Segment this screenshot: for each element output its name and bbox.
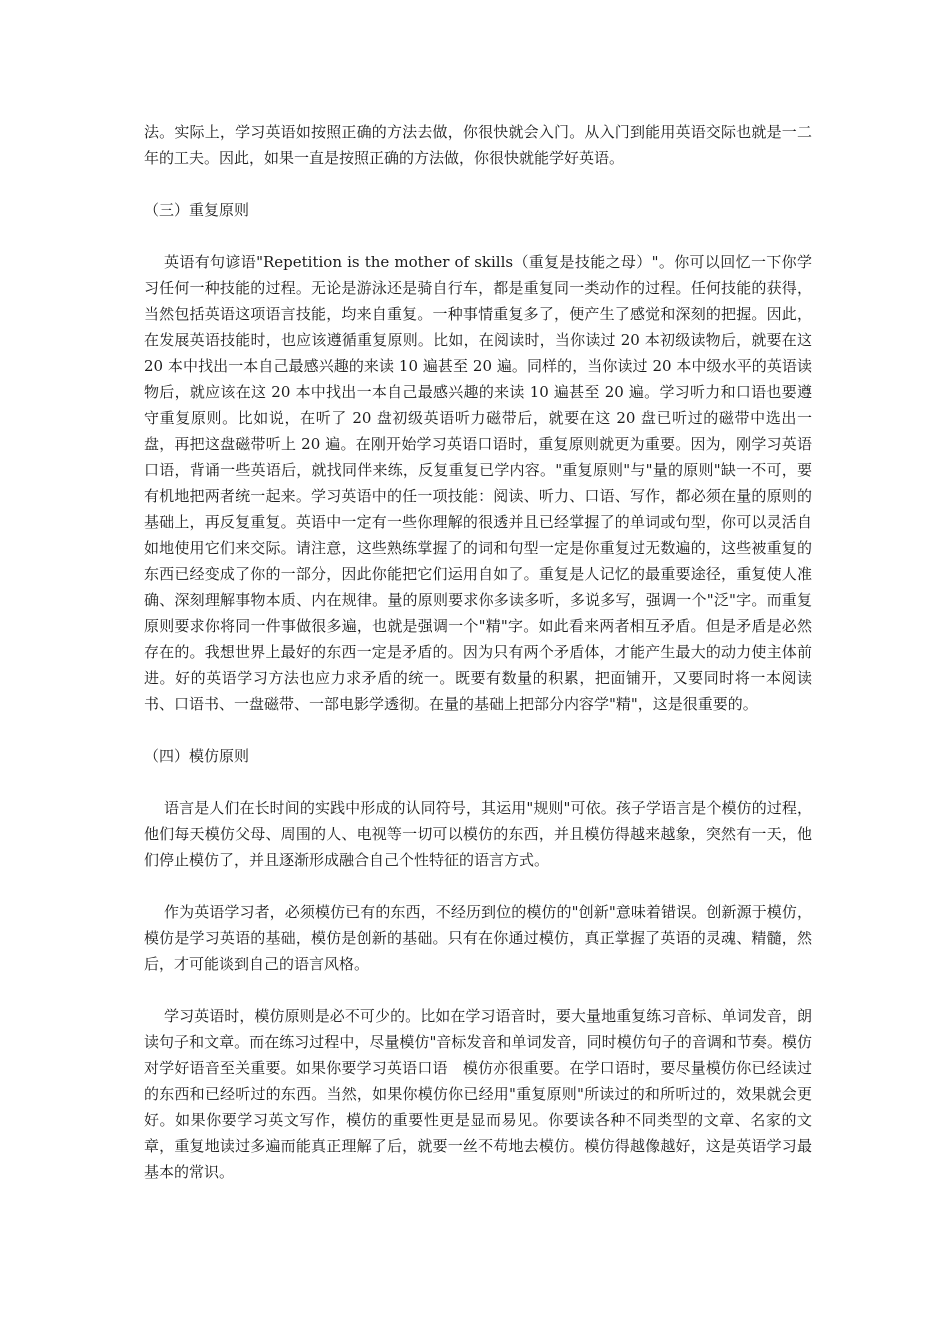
- repetition-paragraph: 英语有句谚语"Repetition is the mother of skills（重复是技能之母）"。你可以回忆一下你学习任何一种技能的过程。无论是游泳还是骑自行车，都是重复同一类动作的过程。任何技能的获得，当然包括英语这项语言技能，均来自重复。一种事情重复多了，便产生了感觉和深刻的把握。因此，在发展英语技能时，也应该遵循重复原则。比如，在阅读时，当你读过 20 本初级读物后，就要在这 20 本中找出一本自己最感兴趣的来读 10 遍甚至 20 遍。同样的，当你读过 20 本中级水平的英语读物后，就应该在这 20 本中找出一本自己最感兴趣的来读 10 遍甚至 20 遍。学习听力和口语也要遵守重复原则。比如说，在听了 20 盘初级英语听力磁带后，就要在这 20 盘已听过的磁带中选出一盘，再把这盘磁带听上 20 遍。在刚开始学习英语口语时，重复原则就更为重要。因为，刚学习英语口语，背诵一些英语后，就找同伴来练，反复重复已学内容。"重复原则"与"量的原则"缺一不可，要有机地把两者统一起来。学习英语中的任一项技能：阅读、听力、口语、写作，都必须在量的原则的基础上，再反复重复。英语中一定有一些你理解的很透并且已经掌握了的单词或句型，你可以灵活自如地使用它们来交际。请注意，这些熟练掌握了的词和句型一定是你重复过无数遍的，这些被重复的东西已经变成了你的一部分，因此你能把它们运用自如了。重复是人记忆的最重要途径，重复使人准确、深刻理解事物本质、内在规律。量的原则要求你多读多听，多说多写，强调一个"泛"字。而重复原则要求你将同一件事做很多遍，也就是强调一个"精"字。如此看来两者相互矛盾。但是矛盾是必然存在的。我想世界上最好的东西一定是矛盾的。因为只有两个矛盾体，才能产生最大的动力使主体前进。好的英语学习方法也应力求矛盾的统一。既要有数量的积累，把面铺开，又要同时将一本阅读书、口语书、一盘磁带、一部电影学透彻。在量的基础上把部分内容学"精"，这是很重要的。: [144, 253, 812, 713]
- imitation-paragraph-1: 语言是人们在长时间的实践中形成的认同符号，其运用"规则"可依。孩子学语言是个模仿的过程，他们每天模仿父母、周围的人、电视等一切可以模仿的东西，并且模仿得越来越象，突然有一天，他们停止模仿了，并且逐渐形成融合自己个性特征的语言方式。: [144, 799, 812, 869]
- section-heading-repetition: （三）重复原则: [144, 201, 250, 219]
- intro-paragraph: 法。实际上，学习英语如按照正确的方法去做，你很快就会入门。从入门到能用英语交际也就是一二年的工夫。因此，如果一直是按照正确的方法做，你很快就能学好英语。: [144, 123, 812, 167]
- section-heading-imitation: （四）模仿原则: [144, 747, 250, 765]
- document-page: [144, 119, 812, 1185]
- imitation-paragraph-3: 学习英语时，模仿原则是必不可少的。比如在学习语音时，要大量地重复练习音标、单词发音，朗读句子和文章。而在练习过程中，尽量模仿"音标发音和单词发音，同时模仿句子的音调和节奏。模仿对学好语音至关重要。如果你要学习英语口语 模仿亦很重要。在学口语时，要尽量模仿你已经读过的东西和已经听过的东西。当然，如果你模仿你已经用"重复原则"所读过的和所听过的，效果就会更好。如果你要学习英文写作，模仿的重要性更是显而易见。你要读各种不同类型的文章、名家的文章，重复地读过多遍而能真正理解了后，就要一丝不苟地去模仿。模仿得越像越好，这是英语学习最基本的常识。: [144, 1007, 812, 1181]
- imitation-paragraph-2: 作为英语学习者，必须模仿已有的东西，不经历到位的模仿的"创新"意味着错误。创新源于模仿，模仿是学习英语的基础，模仿是创新的基础。只有在你通过模仿，真正掌握了英语的灵魂、精髓，然后，才可能谈到自己的语言风格。: [144, 903, 812, 973]
